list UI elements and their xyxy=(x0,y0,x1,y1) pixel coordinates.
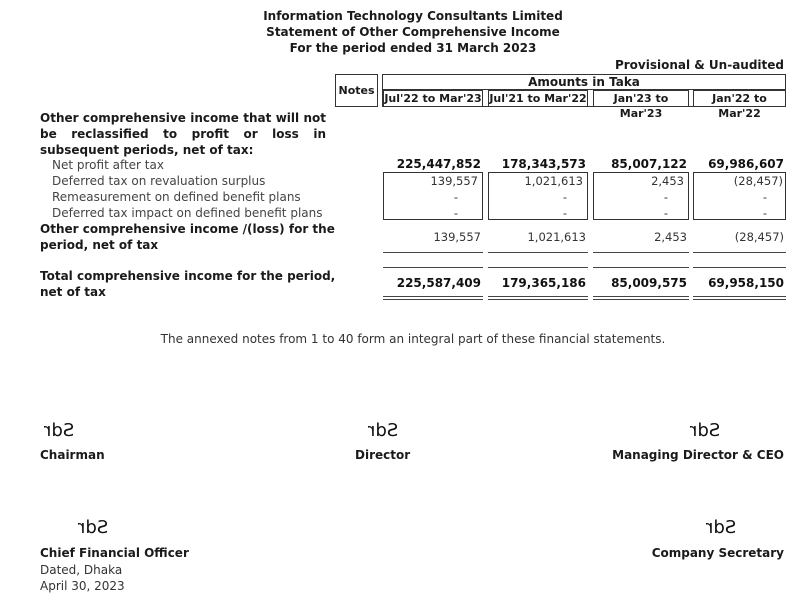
total-double-underline-3 xyxy=(593,296,689,300)
oci-total-label-1: Other comprehensive income /(loss) for the xyxy=(40,222,335,236)
deferred-tax-benefit-col-1: - xyxy=(453,206,458,220)
grand-total-col-3: 85,009,575 xyxy=(611,276,687,290)
total-double-underline-2 xyxy=(488,296,588,300)
net-profit-col-1: 225,447,852 xyxy=(396,157,481,171)
total-overline-3 xyxy=(593,267,689,268)
section-heading-line-3: subsequent periods, net of tax: xyxy=(40,143,254,157)
grand-total-label-2: net of tax xyxy=(40,285,106,299)
secretary-title: Company Secretary xyxy=(651,546,784,560)
remeasurement-col-2: - xyxy=(562,190,567,204)
dated-date: April 30, 2023 xyxy=(40,579,125,593)
chairman-signature: Sdr xyxy=(44,420,75,441)
grand-total-label-1: Total comprehensive income for the period, xyxy=(40,269,336,283)
grand-total-col-1: 225,587,409 xyxy=(396,276,481,290)
cfo-signature: Sdr xyxy=(78,517,109,538)
deferred-tax-reval-col-3: 2,453 xyxy=(651,174,684,188)
row-label-net-profit: Net profit after tax xyxy=(52,158,164,172)
oci-total-col-2: 1,021,613 xyxy=(527,230,586,244)
amounts-header: Amounts in Taka xyxy=(383,75,785,90)
total-overline-2 xyxy=(488,267,588,268)
chairman-title: Chairman xyxy=(40,448,105,462)
statement-title: Statement of Other Comprehensive Income xyxy=(266,25,560,39)
oci-underline-2 xyxy=(488,252,588,253)
column-header-4: Jan'22 to Mar'22 xyxy=(693,90,786,107)
deferred-tax-reval-col-4: (28,457) xyxy=(733,174,783,188)
company-name: Information Technology Consultants Limited xyxy=(263,9,563,23)
audit-status: Provisional & Un-audited xyxy=(614,58,784,72)
total-overline-4 xyxy=(693,267,786,268)
oci-total-label-2: period, net of tax xyxy=(40,238,159,252)
remeasurement-col-3: - xyxy=(663,190,668,204)
grand-total-col-2: 179,365,186 xyxy=(501,276,586,290)
total-double-underline-4 xyxy=(693,296,786,300)
row-label-deferred-tax-revaluation: Deferred tax on revaluation surplus xyxy=(52,174,266,188)
net-profit-col-3: 85,007,122 xyxy=(611,157,687,171)
secretary-signature: Sdr xyxy=(706,517,737,538)
net-profit-col-2: 178,343,573 xyxy=(501,157,586,171)
detail-box-col-4 xyxy=(693,172,786,220)
oci-underline-4 xyxy=(693,252,786,253)
statement-period: For the period ended 31 March 2023 xyxy=(289,41,537,55)
cfo-title: Chief Financial Officer xyxy=(40,546,189,560)
oci-underline-1 xyxy=(383,252,483,253)
detail-box-col-1 xyxy=(383,172,483,220)
deferred-tax-benefit-col-4: - xyxy=(762,206,767,220)
deferred-tax-benefit-col-2: - xyxy=(562,206,567,220)
oci-total-col-3: 2,453 xyxy=(654,230,687,244)
director-signature: Sdr xyxy=(368,420,399,441)
deferred-tax-reval-col-1: 139,557 xyxy=(430,174,478,188)
section-heading-line-2: be reclassified to profit or loss in xyxy=(40,127,326,141)
dated-place: Dated, Dhaka xyxy=(40,563,123,577)
deferred-tax-benefit-col-3: - xyxy=(663,206,668,220)
total-overline-1 xyxy=(383,267,483,268)
net-profit-col-4: 69,986,607 xyxy=(708,157,784,171)
column-header-1: Jul'22 to Mar'23 xyxy=(384,92,482,105)
column-header-3: Jan'23 to Mar'23 xyxy=(593,90,689,107)
deferred-tax-reval-col-2: 1,021,613 xyxy=(524,174,583,188)
remeasurement-col-1: - xyxy=(453,190,458,204)
director-title: Director xyxy=(355,448,411,462)
oci-total-col-4: (28,457) xyxy=(734,230,784,244)
notes-header: Notes xyxy=(335,74,378,107)
detail-box-col-3 xyxy=(593,172,689,220)
oci-underline-3 xyxy=(593,252,689,253)
row-label-remeasurement: Remeasurement on defined benefit plans xyxy=(52,190,301,204)
md-ceo-signature: Sdr xyxy=(690,420,721,441)
remeasurement-col-4: - xyxy=(762,190,767,204)
grand-total-col-4: 69,958,150 xyxy=(708,276,784,290)
row-label-deferred-tax-benefit: Deferred tax impact on defined benefit plans xyxy=(52,206,323,220)
total-double-underline-1 xyxy=(383,296,483,300)
md-ceo-title: Managing Director & CEO xyxy=(612,448,784,462)
column-header-2: Jul'21 to Mar'22 xyxy=(489,92,587,105)
annexed-notes-footnote: The annexed notes from 1 to 40 form an integral part of these financial statements. xyxy=(160,332,666,346)
detail-box-col-2 xyxy=(488,172,588,220)
oci-total-col-1: 139,557 xyxy=(433,230,481,244)
section-heading-line-1: Other comprehensive income that will not xyxy=(40,111,326,125)
